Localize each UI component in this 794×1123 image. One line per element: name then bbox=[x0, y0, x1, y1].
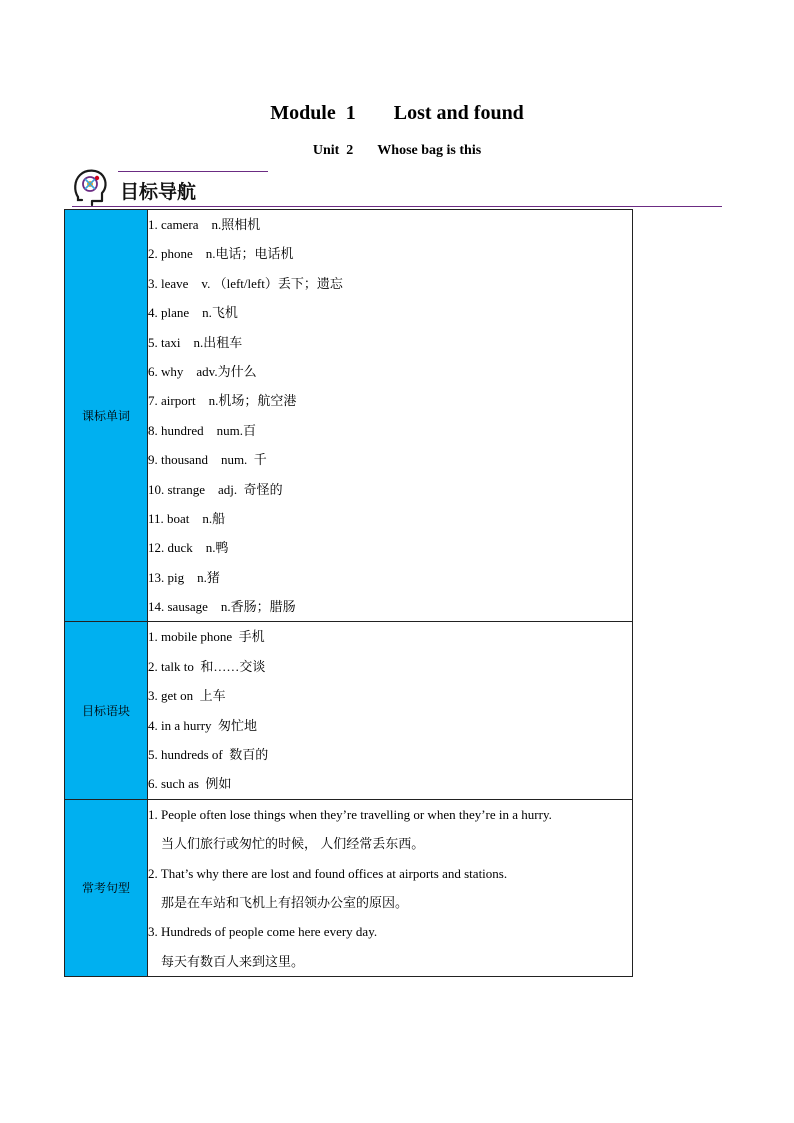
list-item: 2. That’s why there are lost and found offices at airports and stations. bbox=[148, 865, 508, 881]
module-title bbox=[0, 102, 794, 125]
module-number: Module 1 bbox=[270, 102, 356, 124]
list-item: 13. pig n.猪 bbox=[148, 569, 220, 585]
unit-name: Whose bag is this bbox=[377, 143, 482, 158]
content-cell bbox=[148, 210, 633, 622]
list-item: 6. why adv.为什么 bbox=[148, 363, 257, 379]
content-cell bbox=[148, 622, 633, 799]
list-item: 11. boat n.船 bbox=[148, 510, 226, 526]
list-item: 14. sausage n.香肠；腊肠 bbox=[148, 599, 296, 615]
nav-section-header bbox=[72, 164, 722, 210]
list-item: 5. taxi n.出租车 bbox=[148, 334, 243, 350]
list-item: 2. talk to 和……交谈 bbox=[148, 658, 266, 674]
table-row-vocabulary bbox=[65, 210, 633, 622]
module-name: Lost and found bbox=[393, 102, 524, 124]
list-item-translation: 那是在车站和飞机上有招领办公室的原因。 bbox=[161, 894, 409, 910]
nav-label: 目标导航 bbox=[120, 181, 197, 203]
list-item: 4. plane n.飞机 bbox=[148, 305, 238, 321]
table-row-phrases bbox=[65, 622, 633, 799]
list-item: 3. leave v. （left/left）丢下；遗忘 bbox=[148, 275, 343, 291]
list-item: 3. get on 上车 bbox=[148, 688, 226, 704]
content-cell bbox=[148, 799, 633, 976]
list-item: 4. in a hurry 匆忙地 bbox=[148, 717, 258, 733]
list-item: 12. duck n.鸭 bbox=[148, 540, 229, 556]
nav-bottom-rule bbox=[72, 206, 722, 207]
nav-top-rule bbox=[118, 171, 268, 172]
list-item: 1. mobile phone 手机 bbox=[148, 629, 265, 645]
list-item: 9. thousand num. 千 bbox=[148, 452, 267, 468]
list-item: 7. airport n.机场；航空港 bbox=[148, 393, 297, 409]
list-item: 8. hundred num.百 bbox=[148, 422, 256, 438]
list-item: 10. strange adj. 奇怪的 bbox=[148, 481, 283, 497]
list-item-translation: 每天有数百人来到这里。 bbox=[161, 953, 305, 969]
list-item: 1. camera n.照相机 bbox=[148, 217, 261, 232]
category-cell: 课标单词 bbox=[65, 210, 148, 622]
objectives-table bbox=[64, 209, 633, 977]
category-cell: 常考句型 bbox=[65, 799, 148, 976]
unit-number: Unit 2 bbox=[312, 143, 354, 158]
table-row-sentences bbox=[65, 799, 633, 976]
head-gears-icon bbox=[72, 167, 108, 207]
list-item: 1. People often lose things when they’re travelling or when they’re in a hurry. bbox=[148, 806, 552, 822]
list-item: 2. phone n.电话；电话机 bbox=[148, 246, 294, 262]
list-item: 3. Hundreds of people come here every day. bbox=[148, 924, 378, 940]
list-item-translation: 当人们旅行或匆忙的时候， 人们经常丢东西。 bbox=[161, 836, 425, 852]
list-item: 6. such as 例如 bbox=[148, 776, 232, 792]
unit-title bbox=[0, 143, 794, 159]
category-cell: 目标语块 bbox=[65, 622, 148, 799]
list-item: 5. hundreds of 数百的 bbox=[148, 747, 269, 763]
